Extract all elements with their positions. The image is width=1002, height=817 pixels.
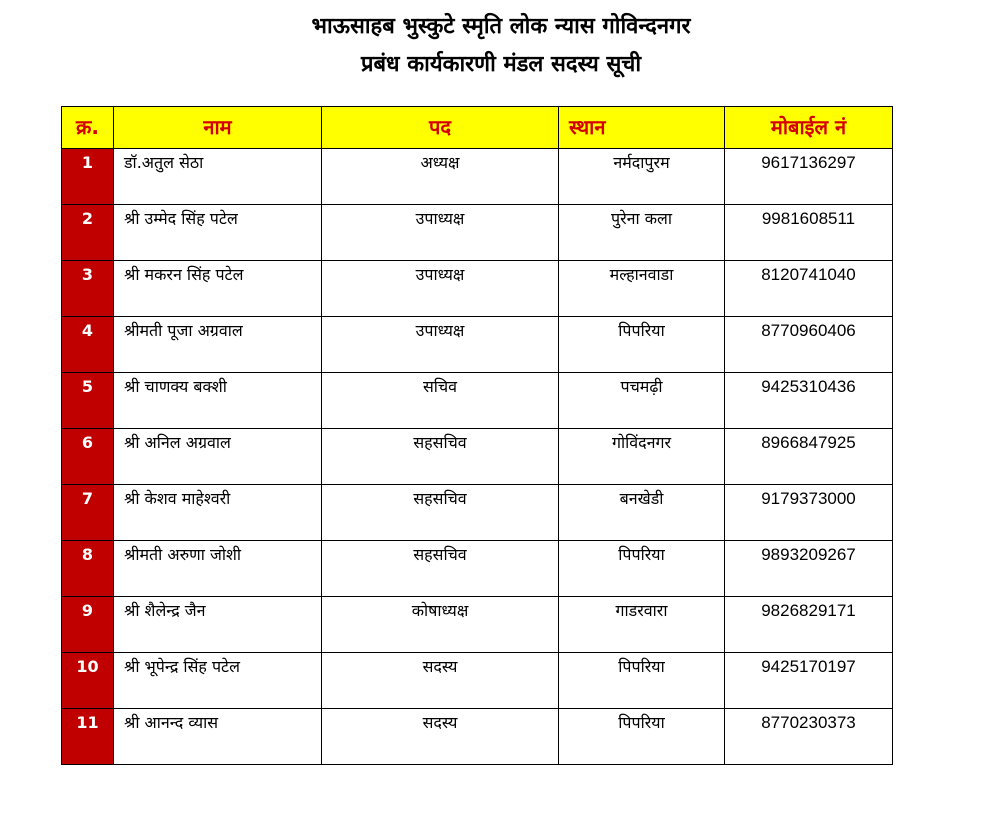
name-cell: श्री अनिल अग्रवाल [114,429,322,485]
post-cell: उपाध्यक्ष [322,261,559,317]
location-cell: पिपरिया [559,541,725,597]
table-row [62,653,893,709]
mobile-cell: 9425310436 [725,373,893,429]
serial-number-cell: 10 [62,653,114,709]
name-cell: डॉ.अतुल सेठा [114,149,322,205]
serial-number-cell: 9 [62,597,114,653]
table-row [62,149,893,205]
location-cell: पचमढ़ी [559,373,725,429]
table-row [62,597,893,653]
name-cell: श्री चाणक्य बक्शी [114,373,322,429]
mobile-cell: 9826829171 [725,597,893,653]
serial-number-cell: 7 [62,485,114,541]
name-cell: श्री शैलेन्द्र जैन [114,597,322,653]
post-cell: अध्यक्ष [322,149,559,205]
table-row [62,373,893,429]
name-cell: श्रीमती अरुणा जोशी [114,541,322,597]
name-cell: श्री उम्मेद सिंह पटेल [114,205,322,261]
post-cell: सहसचिव [322,429,559,485]
post-cell: सदस्य [322,653,559,709]
location-cell: पिपरिया [559,317,725,373]
member-table [61,106,893,765]
header-name: नाम [114,107,322,149]
mobile-cell: 8770230373 [725,709,893,765]
mobile-cell: 9893209267 [725,541,893,597]
title-line-2: प्रबंध कार्यकारणी मंडल सदस्य सूची [360,52,642,77]
table-row [62,205,893,261]
location-cell: गाडरवारा [559,597,725,653]
header-serial-number: क्र. [62,107,114,149]
table-row [62,485,893,541]
post-cell: सदस्य [322,709,559,765]
table-row [62,541,893,597]
table-body [62,149,893,765]
mobile-cell: 9617136297 [725,149,893,205]
location-cell: गोविंदनगर [559,429,725,485]
serial-number-cell: 11 [62,709,114,765]
post-cell: सहसचिव [322,541,559,597]
table-header [62,107,893,149]
post-cell: सहसचिव [322,485,559,541]
post-cell: उपाध्यक्ष [322,205,559,261]
header-mobile: मोबाईल नं [725,107,893,149]
mobile-cell: 9425170197 [725,653,893,709]
header-row [62,107,893,149]
name-cell: श्री केशव माहेश्वरी [114,485,322,541]
location-cell: नर्मदापुरम [559,149,725,205]
serial-number-cell: 3 [62,261,114,317]
mobile-cell: 8120741040 [725,261,893,317]
table-row [62,261,893,317]
location-cell: पुरेना कला [559,205,725,261]
location-cell: पिपरिया [559,653,725,709]
post-cell: कोषाध्यक्ष [322,597,559,653]
name-cell: श्री भूपेन्द्र सिंह पटेल [114,653,322,709]
serial-number-cell: 6 [62,429,114,485]
header-location: स्थान [559,107,725,149]
serial-number-cell: 5 [62,373,114,429]
table-row [62,429,893,485]
location-cell: बनखेडी [559,485,725,541]
location-cell: पिपरिया [559,709,725,765]
document-title [0,8,1002,84]
header-post: पद [322,107,559,149]
post-cell: सचिव [322,373,559,429]
title-line-1: भाऊसाहब भुस्कुटे स्मृति लोक न्यास गोविन्दनगर [311,14,691,39]
location-cell: मल्हानवाडा [559,261,725,317]
mobile-cell: 8966847925 [725,429,893,485]
mobile-cell: 9179373000 [725,485,893,541]
table-row [62,317,893,373]
mobile-cell: 8770960406 [725,317,893,373]
name-cell: श्रीमती पूजा अग्रवाल [114,317,322,373]
serial-number-cell: 2 [62,205,114,261]
name-cell: श्री मकरन सिंह पटेल [114,261,322,317]
mobile-cell: 9981608511 [725,205,893,261]
name-cell: श्री आनन्द व्यास [114,709,322,765]
post-cell: उपाध्यक्ष [322,317,559,373]
serial-number-cell: 8 [62,541,114,597]
serial-number-cell: 1 [62,149,114,205]
serial-number-cell: 4 [62,317,114,373]
table-row [62,709,893,765]
